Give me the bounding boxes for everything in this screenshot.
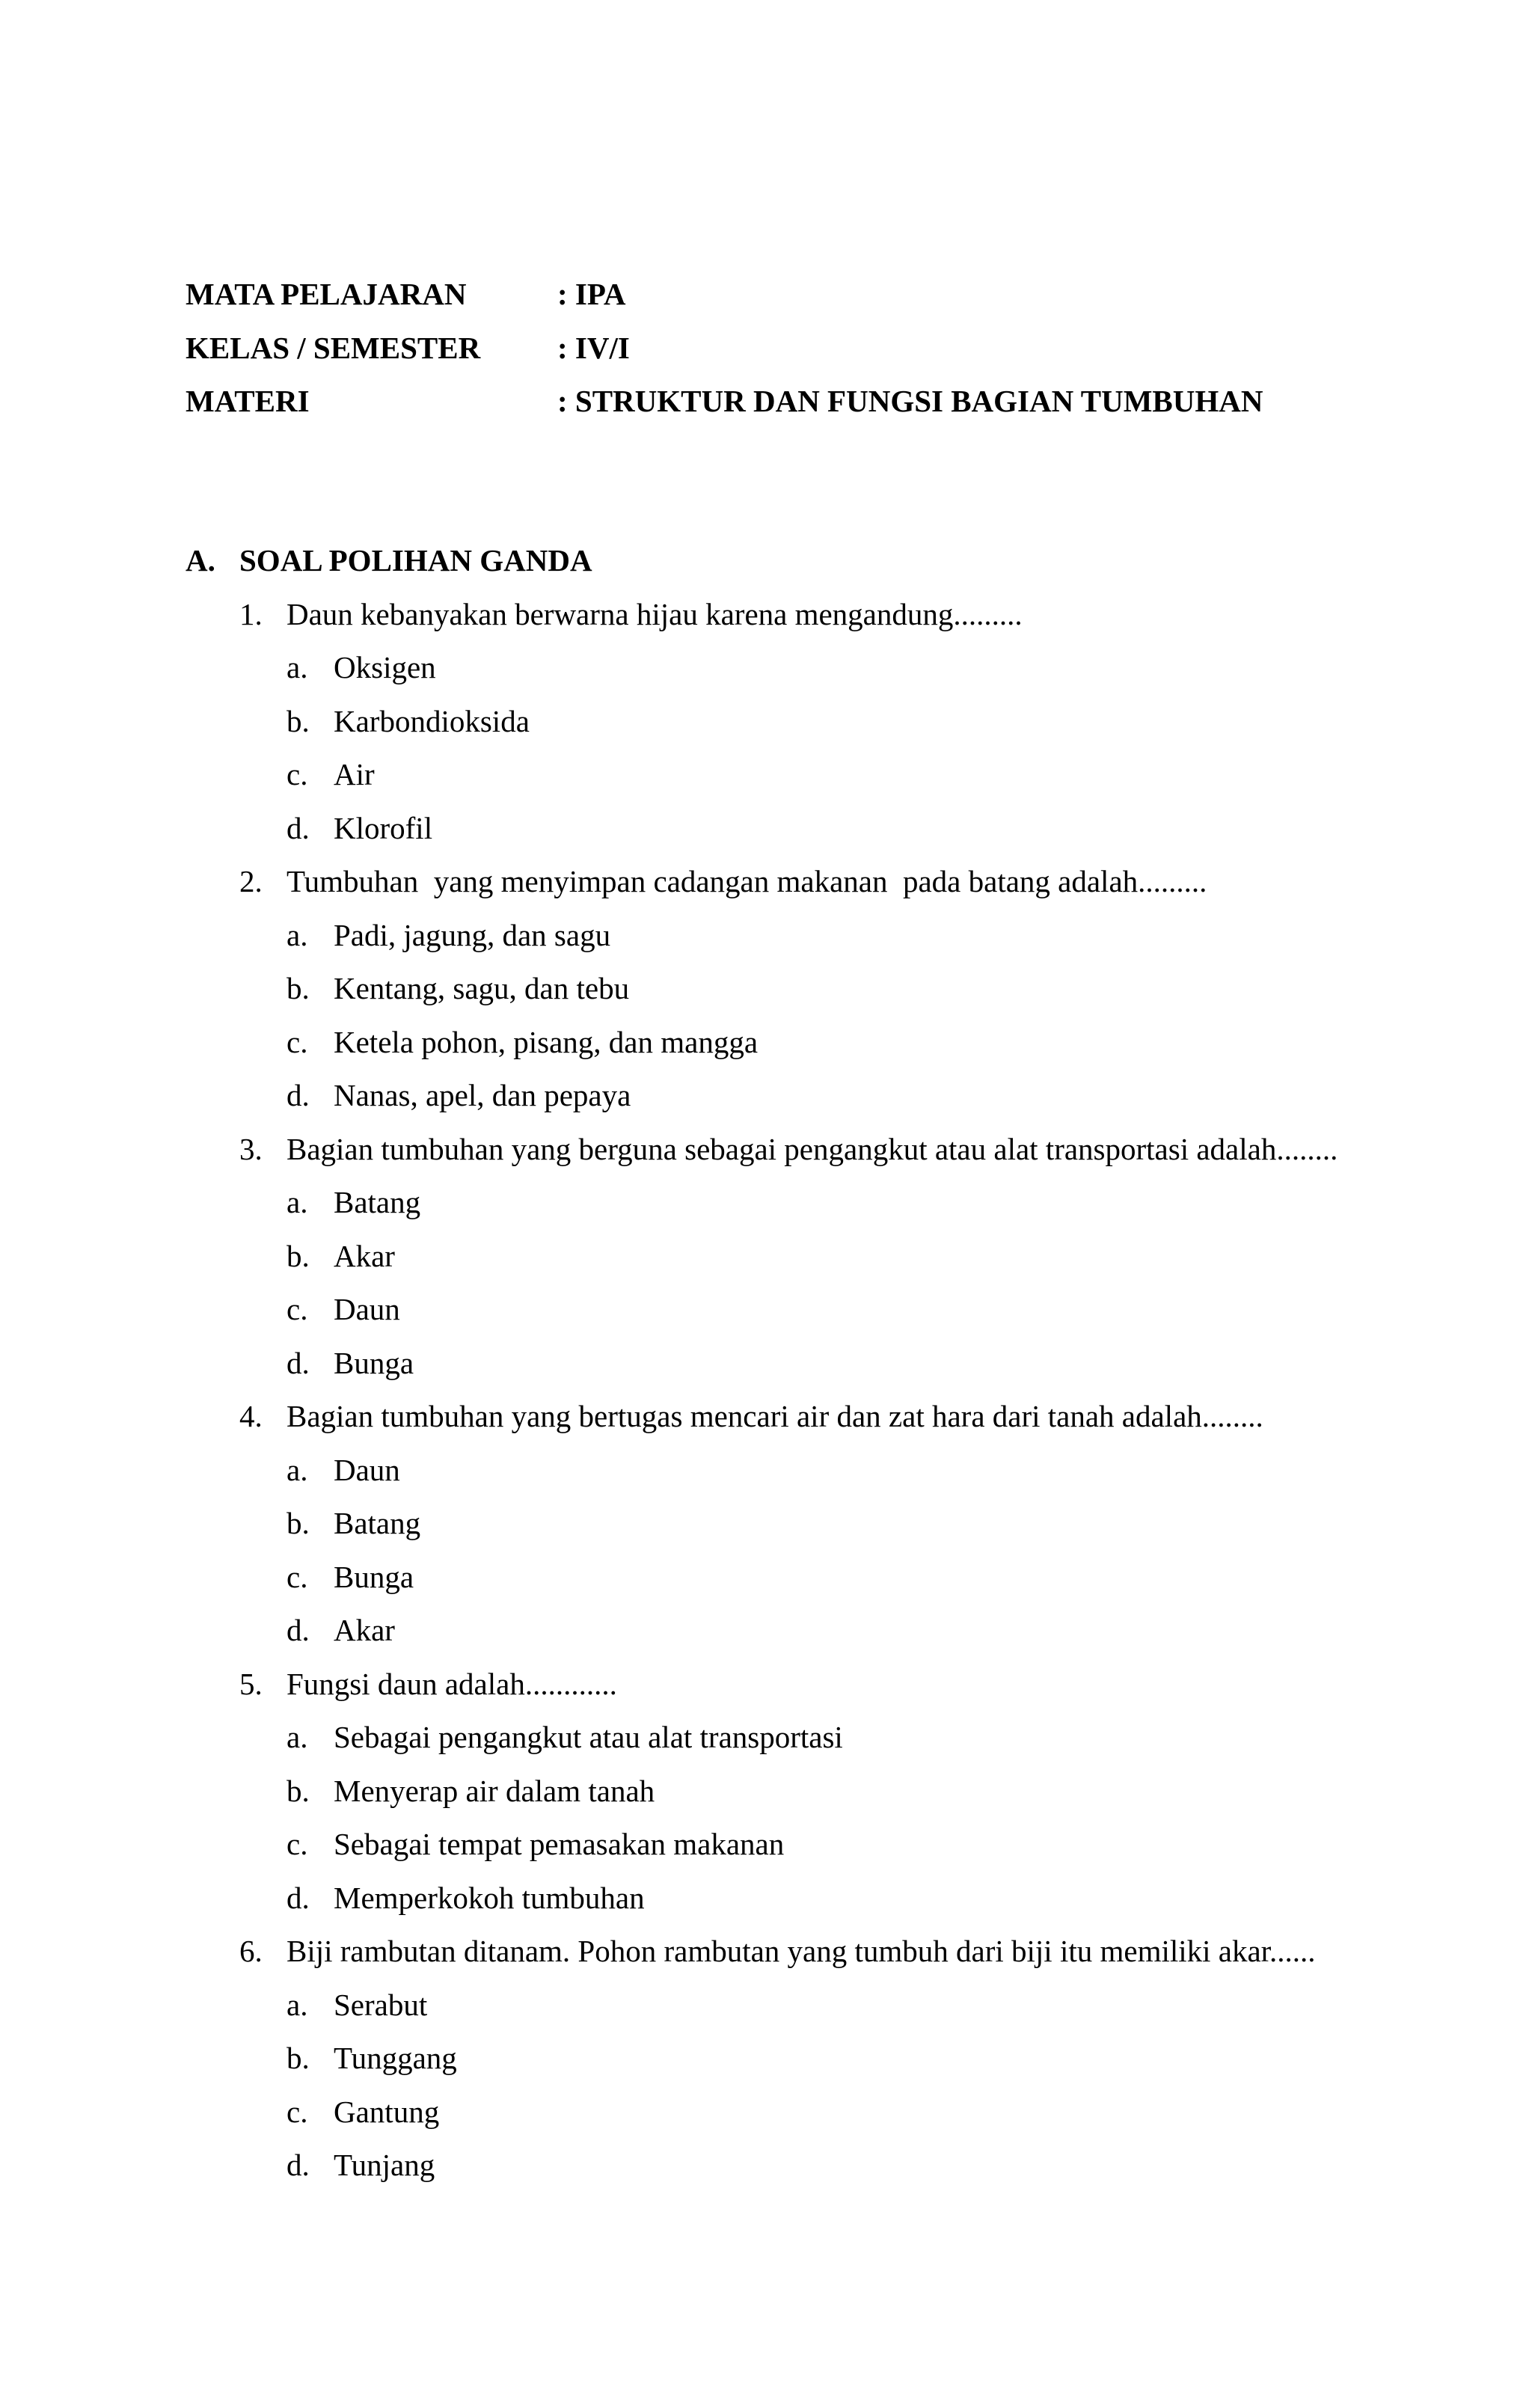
question-number: 4. (239, 1399, 263, 1433)
question-text: Fungsi daun adalah............ (287, 1666, 617, 1701)
option-text: Akar (334, 1238, 395, 1273)
option-letter: d. (287, 2148, 310, 2182)
option-letter: d. (287, 810, 310, 845)
header-value: : STRUKTUR DAN FUNGSI BAGIAN TUMBUHAN (557, 384, 1263, 418)
option-letter: b. (287, 1506, 310, 1540)
option-letter: b. (287, 703, 310, 738)
answer-option (186, 641, 1382, 695)
answer-option (186, 1337, 1382, 1391)
option-text: Tunggang (334, 2041, 457, 2075)
option-letter: d. (287, 1880, 310, 1915)
question-line (186, 1390, 1382, 1444)
option-text: Karbondioksida (334, 703, 530, 738)
answer-option (186, 695, 1382, 749)
option-letter: c. (287, 1559, 308, 1594)
option-letter: c. (287, 1827, 308, 1861)
option-text: Batang (334, 1506, 421, 1540)
option-letter: a. (287, 1452, 308, 1487)
answer-option (186, 2032, 1382, 2086)
header-value: : IV/I (557, 330, 630, 365)
question-item (186, 1925, 1382, 2193)
answer-option (186, 1604, 1382, 1658)
answer-option (186, 1016, 1382, 1070)
option-letter: c. (287, 757, 308, 791)
question-line (186, 1658, 1382, 1712)
option-letter: a. (287, 1720, 308, 1754)
question-line (186, 855, 1382, 909)
option-text: Batang (334, 1185, 421, 1219)
section-heading (186, 534, 1382, 588)
header-label: MATERI (186, 384, 310, 418)
option-letter: d. (287, 1078, 310, 1112)
question-text: Bagian tumbuhan yang bertugas mencari air dan zat hara dari tanah adalah........ (287, 1399, 1263, 1433)
question-number: 1. (239, 596, 263, 631)
question-number: 3. (239, 1131, 263, 1166)
question-item (186, 1123, 1382, 1391)
option-text: Padi, jagung, dan sagu (334, 917, 611, 952)
header-row-material (186, 375, 1382, 429)
answer-option (186, 1551, 1382, 1605)
answer-option (186, 1176, 1382, 1230)
answer-option (186, 1230, 1382, 1284)
header-value: : IPA (557, 277, 626, 311)
header-row-class-semester (186, 322, 1382, 376)
option-text: Sebagai pengangkut atau alat transportasi (334, 1720, 843, 1754)
answer-option (186, 1069, 1382, 1123)
question-text: Tumbuhan yang menyimpan cadangan makanan pada batang adalah......... (287, 864, 1207, 898)
option-letter: a. (287, 1185, 308, 1219)
option-list (186, 1979, 1382, 2193)
multiple-choice-section (186, 534, 1382, 2193)
option-list (186, 641, 1382, 855)
answer-option (186, 1818, 1382, 1872)
question-text: Daun kebanyakan berwarna hijau karena mengandung......... (287, 596, 1023, 631)
option-text: Daun (334, 1292, 400, 1326)
question-item (186, 588, 1382, 856)
question-list (186, 588, 1382, 2193)
question-line (186, 588, 1382, 642)
option-text: Ketela pohon, pisang, dan mangga (334, 1024, 759, 1059)
option-list (186, 1444, 1382, 1658)
option-letter: a. (287, 650, 308, 684)
option-text: Akar (334, 1613, 395, 1647)
option-letter: b. (287, 971, 310, 1005)
option-letter: d. (287, 1613, 310, 1647)
answer-option (186, 1765, 1382, 1819)
option-letter: b. (287, 1773, 310, 1808)
answer-option (186, 2086, 1382, 2139)
option-letter: c. (287, 2094, 308, 2129)
option-text: Bunga (334, 1559, 414, 1594)
option-text: Oksigen (334, 650, 436, 684)
option-text: Klorofil (334, 810, 433, 845)
option-letter: a. (287, 1987, 308, 2022)
option-text: Menyerap air dalam tanah (334, 1773, 655, 1808)
option-text: Sebagai tempat pemasakan makanan (334, 1827, 785, 1861)
question-text: Biji rambutan ditanam. Pohon rambutan yang tumbuh dari biji itu memiliki akar...... (287, 1934, 1316, 1968)
option-list (186, 1176, 1382, 1390)
option-letter: a. (287, 917, 308, 952)
section-letter: A. (186, 543, 215, 578)
option-letter: b. (287, 2041, 310, 2075)
answer-option (186, 802, 1382, 856)
question-line (186, 1123, 1382, 1177)
answer-option (186, 1444, 1382, 1498)
question-number: 5. (239, 1666, 263, 1701)
answer-option (186, 1283, 1382, 1337)
header-row-subject (186, 268, 1382, 322)
question-line (186, 1925, 1382, 1979)
question-number: 2. (239, 864, 263, 898)
option-letter: c. (287, 1024, 308, 1059)
answer-option (186, 748, 1382, 802)
answer-option (186, 909, 1382, 963)
question-text: Bagian tumbuhan yang berguna sebagai pengangkut atau alat transportasi adalah........ (287, 1131, 1338, 1166)
option-text: Nanas, apel, dan pepaya (334, 1078, 631, 1112)
question-item (186, 855, 1382, 1123)
question-item (186, 1390, 1382, 1658)
question-item (186, 1658, 1382, 1926)
option-text: Memperkokoh tumbuhan (334, 1880, 645, 1915)
document-header (186, 268, 1382, 429)
option-text: Kentang, sagu, dan tebu (334, 971, 630, 1005)
answer-option (186, 2139, 1382, 2193)
option-text: Tunjang (334, 2148, 435, 2182)
option-text: Air (334, 757, 375, 791)
option-letter: b. (287, 1238, 310, 1273)
option-letter: d. (287, 1345, 310, 1380)
option-text: Bunga (334, 1345, 414, 1380)
question-number: 6. (239, 1934, 263, 1968)
option-text: Gantung (334, 2094, 440, 2129)
option-text: Daun (334, 1452, 400, 1487)
answer-option (186, 1872, 1382, 1926)
section-title: SOAL POLIHAN GANDA (239, 543, 592, 578)
header-label: KELAS / SEMESTER (186, 330, 481, 365)
answer-option (186, 1497, 1382, 1551)
option-list (186, 909, 1382, 1123)
option-letter: c. (287, 1292, 308, 1326)
header-label: MATA PELAJARAN (186, 277, 467, 311)
answer-option (186, 1711, 1382, 1765)
option-text: Serabut (334, 1987, 428, 2022)
answer-option (186, 962, 1382, 1016)
option-list (186, 1711, 1382, 1925)
answer-option (186, 1979, 1382, 2032)
